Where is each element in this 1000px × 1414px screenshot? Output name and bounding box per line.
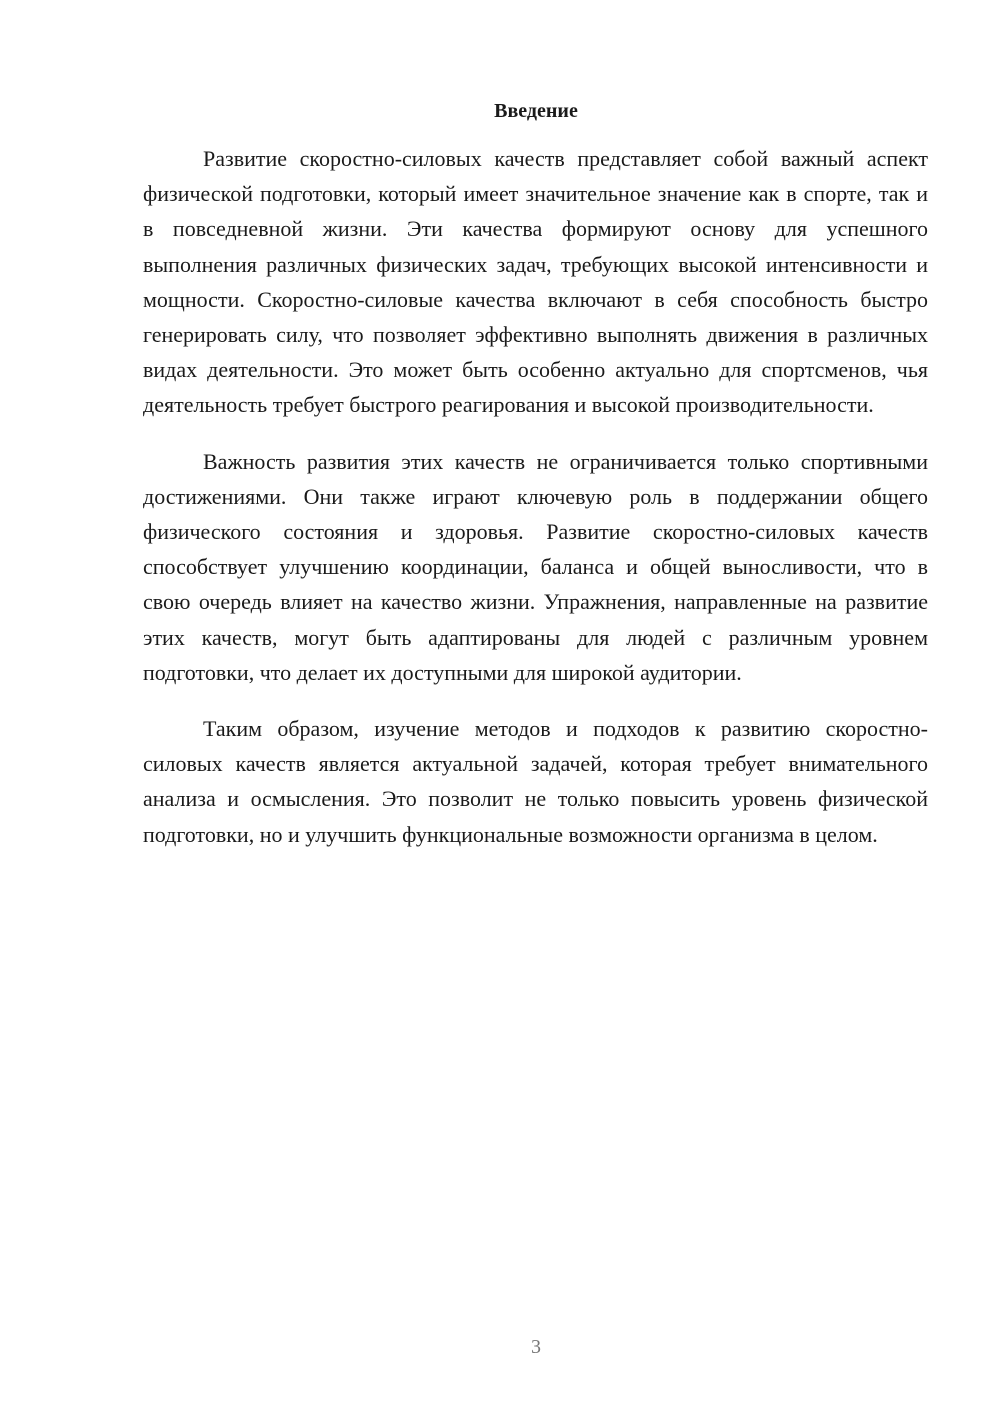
paragraph-2: Важность развития этих качеств не ограничивается только спортивными достижениями. Они также играют ключевую роль в поддержании общего физического состояния и здоровья. Развитие скоростно-силовых качеств способствует улучшению координации, баланса и общей выносливости, что в свою очередь влияет на качество жизни. Упражнения, направленные на развитие этих качеств, могут быть адаптированы для людей с различным уровнем подготовки, что делает их доступными для широкой аудитории.: [143, 448, 928, 685]
page-number: 3: [531, 1336, 541, 1358]
section-title: Введение: [494, 100, 578, 122]
body-text: [143, 141, 928, 873]
paragraph-1: Развитие скоростно-силовых качеств представляет собой важный аспект физической подготовки, который имеет значительное значение как в спорте, так и в повседневной жизни. Эти качества формируют основу для успешного выполнения различных физических задач, требующих высокой интенсивности и мощности. Скоростно-силовые качества включают в себя способность быстро генерировать силу, что позволяет эффективно выполнять движения в различных видах деятельности. Это может быть особенно актуально для спортсменов, чья деятельность требует быстрого реагирования и высокой производительности.: [143, 146, 928, 418]
paragraph-3: Таким образом, изучение методов и подходов к развитию скоростно-силовых качеств является актуальной задачей, которая требует внимательного анализа и осмысления. Это позволит не только повысить уровень физической подготовки, но и улучшить функциональные возможности организма в целом.: [143, 716, 928, 847]
